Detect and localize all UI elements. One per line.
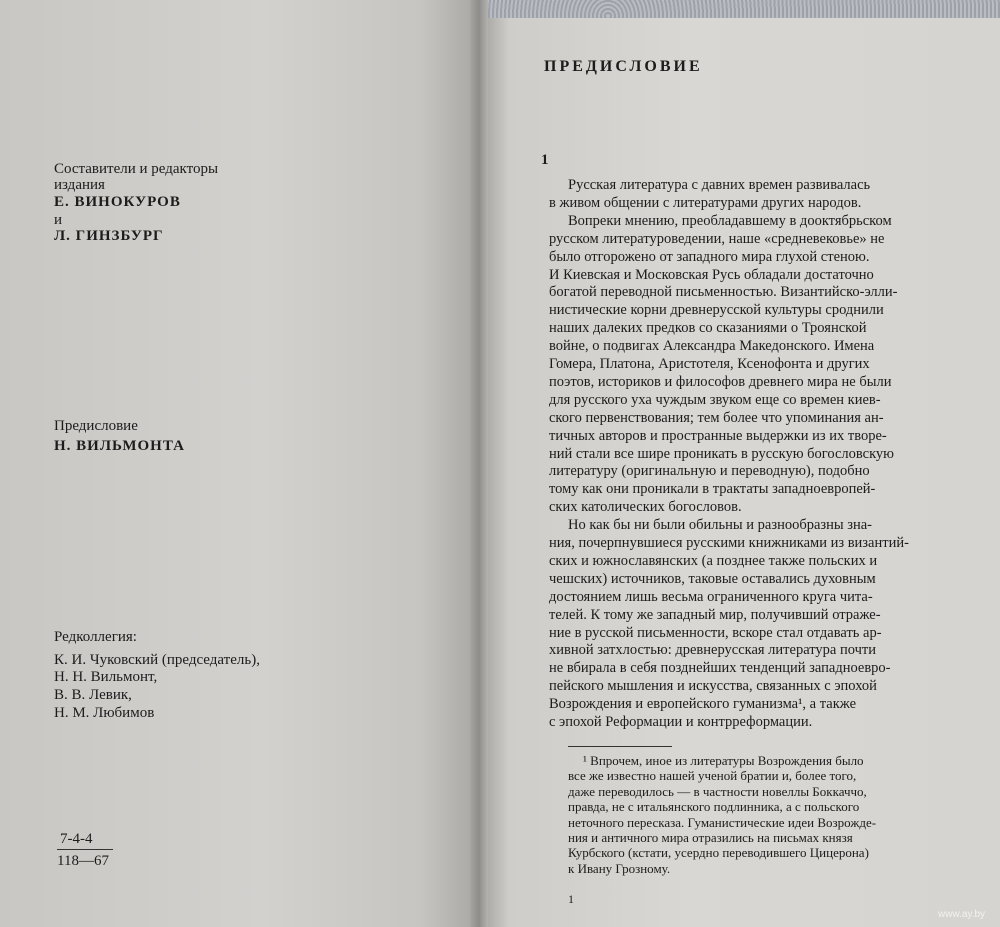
compilers-conjunction: и [54,212,63,228]
body-line: ских католических богословов. [549,499,742,516]
body-line: достоянием лишь весьма ограниченного круга чита- [549,588,873,605]
body-line: ния, почерпнувшиеся русскими книжниками из византий- [549,535,909,551]
body-line: нистические корни древнерусской культуры сроднили [549,302,884,319]
body-line: русском литературоведении, наше «средневековье» не [549,230,885,247]
body-line: ние в русской письменности, вскоре стал отдавать ар- [549,624,882,641]
body-line: тому как они проникали в трактаты западноевропей- [549,481,876,498]
body-line: Вопреки мнению, преобладавшему в дооктябрьском [568,212,892,229]
preface-author: Н. ВИЛЬМОНТА [54,438,185,454]
footnote-line: к Ивану Грозному. [568,860,671,876]
body-line: поэтов, историков и философов древнего мира не были [549,373,892,390]
body-line: богатой переводной письменностью. Византийско-элли- [549,284,898,301]
body-line: войне, о подвигах Александра Македонского. Имена [549,338,875,355]
body-line: чешских) источников, таковые оставались духовным [549,570,876,587]
body-line: для русского уха чуждым звуком еще со времен киев- [549,391,881,408]
body-line: наших далеких предков со сказаниями о Троянской [549,320,867,337]
compilers-label-line-2: издания [54,177,105,193]
body-line: Возрождения и европейского гуманизма¹, а также [549,696,856,713]
body-line: не вбирала в себя позднейших тенденций западноевро- [549,660,891,677]
compilers-label-line-1: Составители и редакторы [54,161,219,177]
print-code-bottom: 118—67 [57,853,109,869]
footnote-line: Курбского (кстати, усердно переводившего Цицерона) [568,845,869,861]
footnote-divider [568,746,672,747]
footnote-line: ¹ Впрочем, иное из литературы Возрождения было [583,753,864,768]
board-member: Н. Н. Вильмонт, [54,669,158,685]
body-line: ского первенствования; тем более что упоминания ан- [549,409,884,426]
body-line: было отгорожено от западного мира глухой стеною. [549,248,870,265]
board-member: В. В. Левик, [54,687,132,703]
section-number: 1 [541,152,549,168]
board-member: Н. М. Любимов [54,705,155,721]
body-line: пейского мышления и искусства, связанных с эпохой [549,678,877,695]
body-line: с эпохой Реформации и контрреформации. [549,714,813,730]
body-line: тичных авторов и пространные выдержки из их творе- [549,427,887,444]
left-page [0,0,478,927]
compiler-name-2: Л. ГИНЗБУРГ [54,228,164,244]
preface-label: Предисловие [54,418,138,434]
body-line: телей. К тому же западный мир, получивший отраже- [549,606,881,623]
editorial-board-label: Редколлегия: [54,629,137,645]
footnote-line: неточного пересказа. Гуманистические идеи Возрожде- [568,814,877,830]
body-line: литературу (оригинальную и переводную), подобно [549,463,870,480]
body-line: ских и южнославянских (а позднее также польских и [549,552,878,569]
body-line: Русская литература с давних времен развивалась [568,177,871,193]
page-marker: 1 [568,892,574,906]
body-line: в живом общении с литературами других народов. [549,194,862,211]
body-line: ний стали все шире проникать в русскую богословскую [549,445,895,462]
compiler-name-1: Е. ВИНОКУРОВ [54,194,181,210]
body-line: Гомера, Платона, Аристотеля, Ксенофонта и других [549,356,870,372]
body-line: Но как бы ни были обильны и разнообразны зна- [568,517,872,534]
print-code-divider [57,849,113,850]
watermark: www.ay.by [938,909,986,920]
footnote-line: правда, не с итальянского подлинника, а с польского [568,799,860,815]
footnote-line: даже переводилось — в частности новеллы Боккаччо, [568,783,867,799]
print-code-top: 7-4-4 [60,831,93,847]
footnote-line: ния и античного мира отразились на письмах князя [568,830,853,845]
footnote-line: все же известно нашей ученой братии и, более того, [568,768,857,784]
body-line: хивной затхлостью: древнерусская литература почти [549,642,876,659]
page-title: ПРЕДИСЛОВИЕ [544,58,703,75]
book-gutter [470,0,488,927]
board-member: К. И. Чуковский (председатель), [54,652,260,668]
body-line: И Киевская и Московская Русь обладали достаточно [549,266,874,283]
